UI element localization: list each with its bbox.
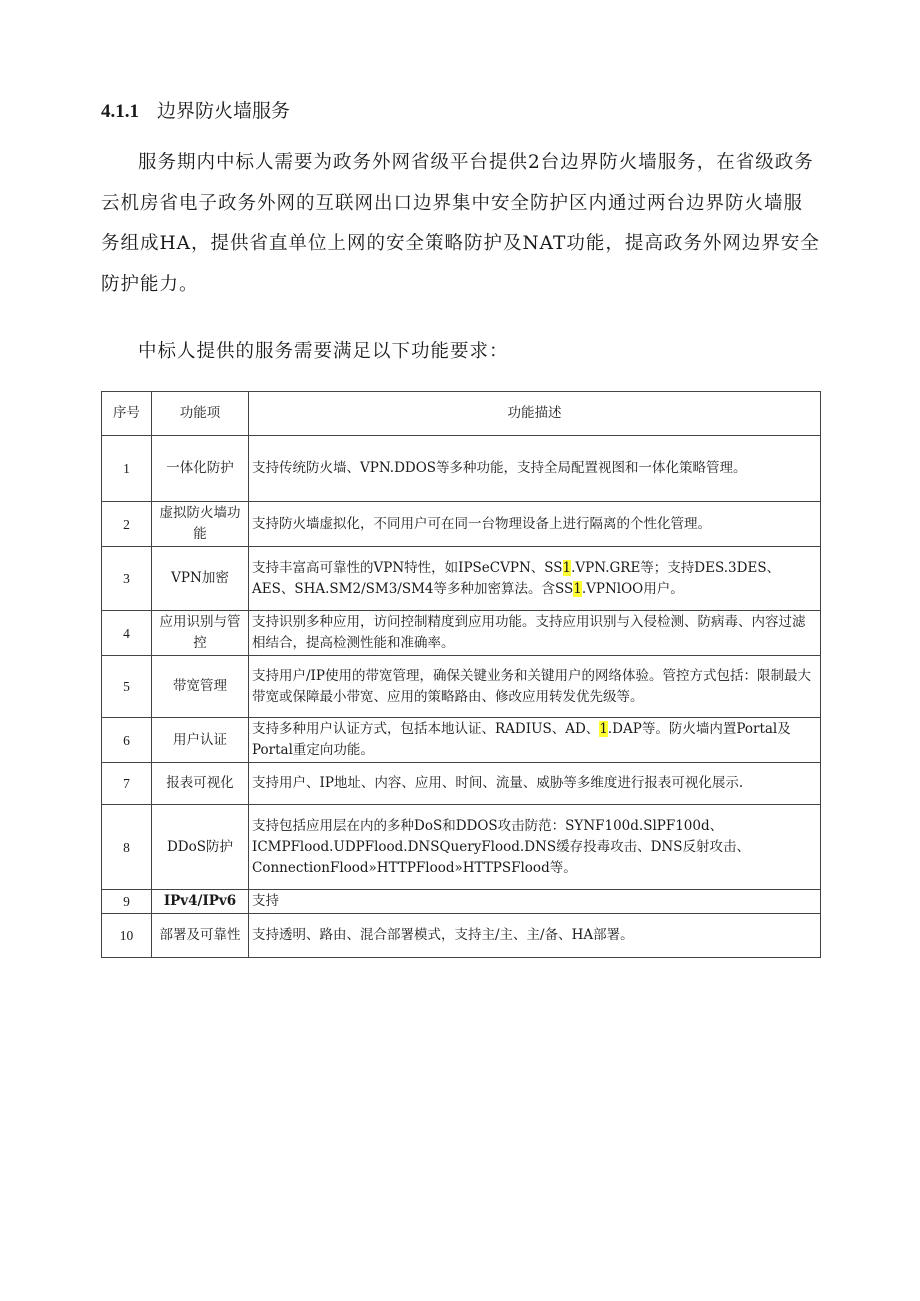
desc-text: 支持丰富高可靠性的VPN特性，如IPSeCVPN、SS	[252, 559, 563, 576]
desc-text: .VPN.GRE等；支持DES.3DES、AES、SHA.SM2/SM3/SM4等多种加密算法。含SS	[252, 559, 781, 597]
row-item: 带宽管理	[152, 656, 249, 718]
table-row	[102, 914, 821, 958]
row-no: 1	[102, 436, 152, 502]
row-desc: 支持包括应用层在内的多种DoS和DDOS攻击防范：SYNF100d.SlPF100d、ICMPFlood.UDPFlood.DNSQueryFlood.DNS缓存投毒攻击、DNS反射攻击、ConnectionFlood»HTTPFlood»HTTPSFlood等。	[249, 805, 821, 890]
section-title: 边界防火墙服务	[157, 100, 291, 122]
row-desc: 支持透明、路由、混合部署模式，支持主/主、主/备、HA部署。	[249, 914, 821, 958]
section-number: 4.1.1	[101, 101, 139, 122]
row-item: DDoS防护	[152, 805, 249, 890]
row-desc: 支持识别多种应用，访问控制精度到应用功能。支持应用识别与入侵检测、防病毒、内容过滤相结合，提高检测性能和准确率。	[249, 611, 821, 656]
row-no: 10	[102, 914, 152, 958]
desc-text: .VPNlOO用户。	[581, 580, 684, 597]
row-no: 9	[102, 890, 152, 914]
row-desc: 支持传统防火墙、VPN.DDOS等多种功能，支持全局配置视图和一体化策略管理。	[249, 436, 821, 502]
row-no: 8	[102, 805, 152, 890]
requirements-intro: 中标人提供的服务需要满足以下功能要求：	[138, 341, 509, 362]
row-item: 应用识别与管控	[152, 611, 249, 656]
header-item: 功能项	[152, 392, 249, 436]
row-item: 一体化防护	[152, 436, 249, 502]
row-desc: 支持	[249, 890, 821, 914]
section-heading	[101, 96, 290, 123]
row-desc	[249, 547, 821, 611]
header-no: 序号	[102, 392, 152, 436]
row-item: 虚拟防火墙功能	[152, 502, 249, 547]
table-row	[102, 611, 821, 656]
row-no: 7	[102, 763, 152, 805]
row-item: VPN加密	[152, 547, 249, 611]
row-no: 3	[102, 547, 152, 611]
table-row	[102, 436, 821, 502]
row-no: 5	[102, 656, 152, 718]
header-desc: 功能描述	[249, 392, 821, 436]
table-row	[102, 805, 821, 890]
table-row	[102, 547, 821, 611]
table-row	[102, 718, 821, 763]
row-no: 4	[102, 611, 152, 656]
row-desc: 支持防火墙虚拟化，不同用户可在同一台物理设备上进行隔离的个性化管理。	[249, 502, 821, 547]
body-paragraph: 服务期内中标人需要为政务外网省级平台提供2台边界防火墙服务，在省级政务云机房省电子政务外网的互联网出口边界集中安全防护区内通过两台边界防火墙服务组成HA，提供省直单位上网的安全策略防护及NAT功能，提高政务外网边界安全防护能力。	[101, 152, 820, 295]
highlighted-text: 1	[599, 721, 608, 737]
highlighted-text: 1	[573, 580, 582, 597]
row-no: 6	[102, 718, 152, 763]
table-row	[102, 890, 821, 914]
row-desc: 支持用户/IP使用的带宽管理，确保关键业务和关键用户的网络体验。管控方式包括：限制最大带宽或保障最小带宽、应用的策略路由、修改应用转发优先级等。	[249, 656, 821, 718]
row-desc: 支持用户、IP地址、内容、应用、时间、流量、威胁等多维度进行报表可视化展示.	[249, 763, 821, 805]
row-no: 2	[102, 502, 152, 547]
row-item: 部署及可靠性	[152, 914, 249, 958]
row-item: 报表可视化	[152, 763, 249, 805]
highlighted-text: 1	[562, 559, 572, 576]
function-requirements-table	[101, 391, 821, 958]
desc-text: 支持多种用户认证方式，包括本地认证、RADIUS、AD、	[252, 721, 600, 737]
table-row	[102, 502, 821, 547]
table-header-row	[102, 392, 821, 436]
row-item: IPv4/IPv6	[152, 890, 249, 914]
table-row	[102, 656, 821, 718]
desc-text: .DAP等。防火墙内置Portal及Portal重定向功能。	[252, 721, 791, 758]
row-item: 用户认证	[152, 718, 249, 763]
table-row	[102, 763, 821, 805]
row-desc	[249, 718, 821, 763]
